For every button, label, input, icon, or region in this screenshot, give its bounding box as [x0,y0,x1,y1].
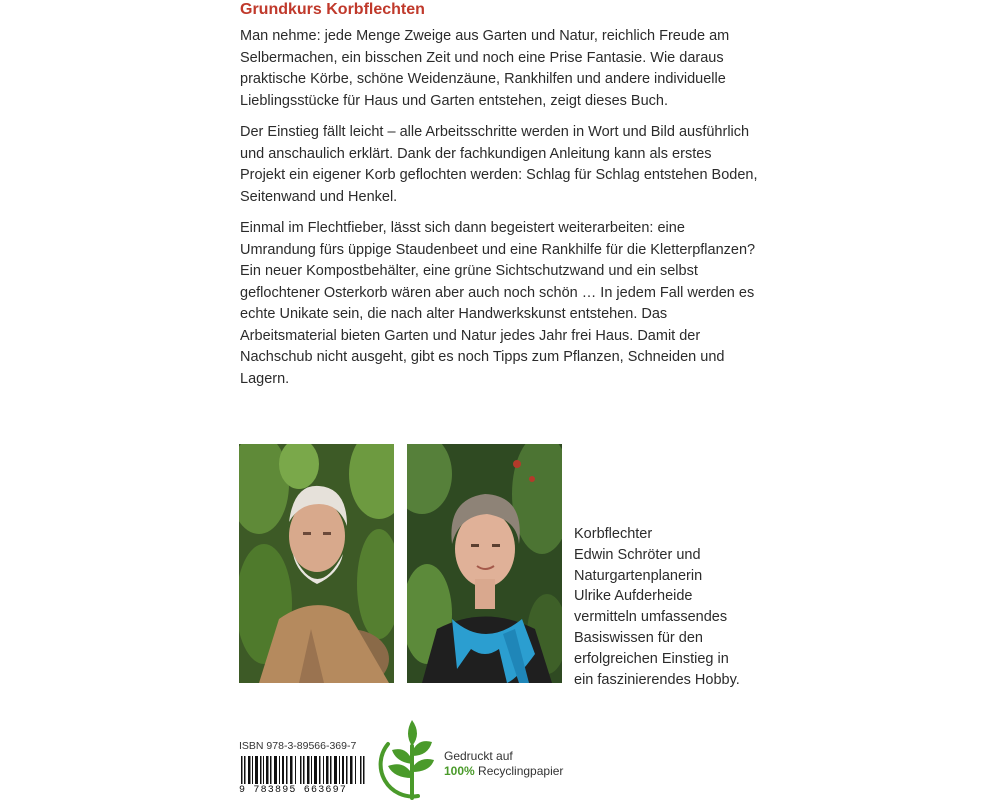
caption-line: ein faszinierendes Hobby. [574,671,740,688]
author-caption [574,524,774,690]
author-photo-edwin [239,444,394,683]
blurb [240,26,760,400]
caption-line: Ulrike Aufderheide [574,588,693,605]
caption-line: Korbflechter [574,526,653,542]
caption-line: Basiswissen für den [574,629,703,646]
recycling-leaf-icon [378,716,448,800]
caption-line: Naturgartenplanerin [574,567,703,584]
caption-line: Edwin Schröter und [574,546,701,563]
book-title: Grundkurs Korbflechten [240,1,425,18]
recycling-paper-label: Recyclingpapier [474,764,564,778]
isbn-label: ISBN 978-3-89566-369-7 [239,740,357,752]
author-photo-ulrike [407,444,562,683]
blurb-paragraph-2: Der Einstieg fällt leicht – alle Arbeitsschritte werden in Wort und Bild ausführlich und anschaulich erklärt. Dank der fachkundigen Anleitung kann als erstes Projekt ein eigener Korb geflochten werden: Schlag für Schlag entstehen Boden, Seitenwand und Henkel. [240,124,758,205]
recycling-line-1: Gedruckt auf [444,749,513,763]
barcode-digits: 9 783895 663697 [239,784,367,797]
blurb-paragraph-3: Einmal im Flechtfieber, lässt sich dann begeistert weiterarbeiten: eine Umrandung fürs üppige Staudenbeet und eine Rankhilfe für die Kletterpflanzen? Ein neuer Kompostbehälter, eine grüne Sichtschutzwand und ein selbst geflochtener Osterkorb wären aber auch noch schön … In jedem Fall werden es echte Unikate sein, die nach alter Handwerkskunst entstehen. Das Arbeitsmaterial bieten Garten und Natur jedes Jahr frei Haus. Damit der Nachschub nicht ausgeht, gibt es noch Tipps zum Pflanzen, Schneiden und Lagern. [240,220,756,387]
recycling-percent: 100% [444,764,475,778]
recycling-note [444,749,563,779]
caption-line: erfolgreichen Einstieg in [574,650,729,667]
caption-line: vermitteln umfassendes [574,609,728,626]
blurb-paragraph-1: Man nehme: jede Menge Zweige aus Garten und Natur, reichlich Freude am Selbermachen, ein bisschen Zeit und noch eine Prise Fantasie. Wie daraus praktische Körbe, schöne Weidenzäune, Rankhilfen und andere individuelle Lieblingsstücke für Haus und Garten entstehen, zeigt dieses Buch. [240,28,730,109]
recycling-line-2 [444,764,563,779]
